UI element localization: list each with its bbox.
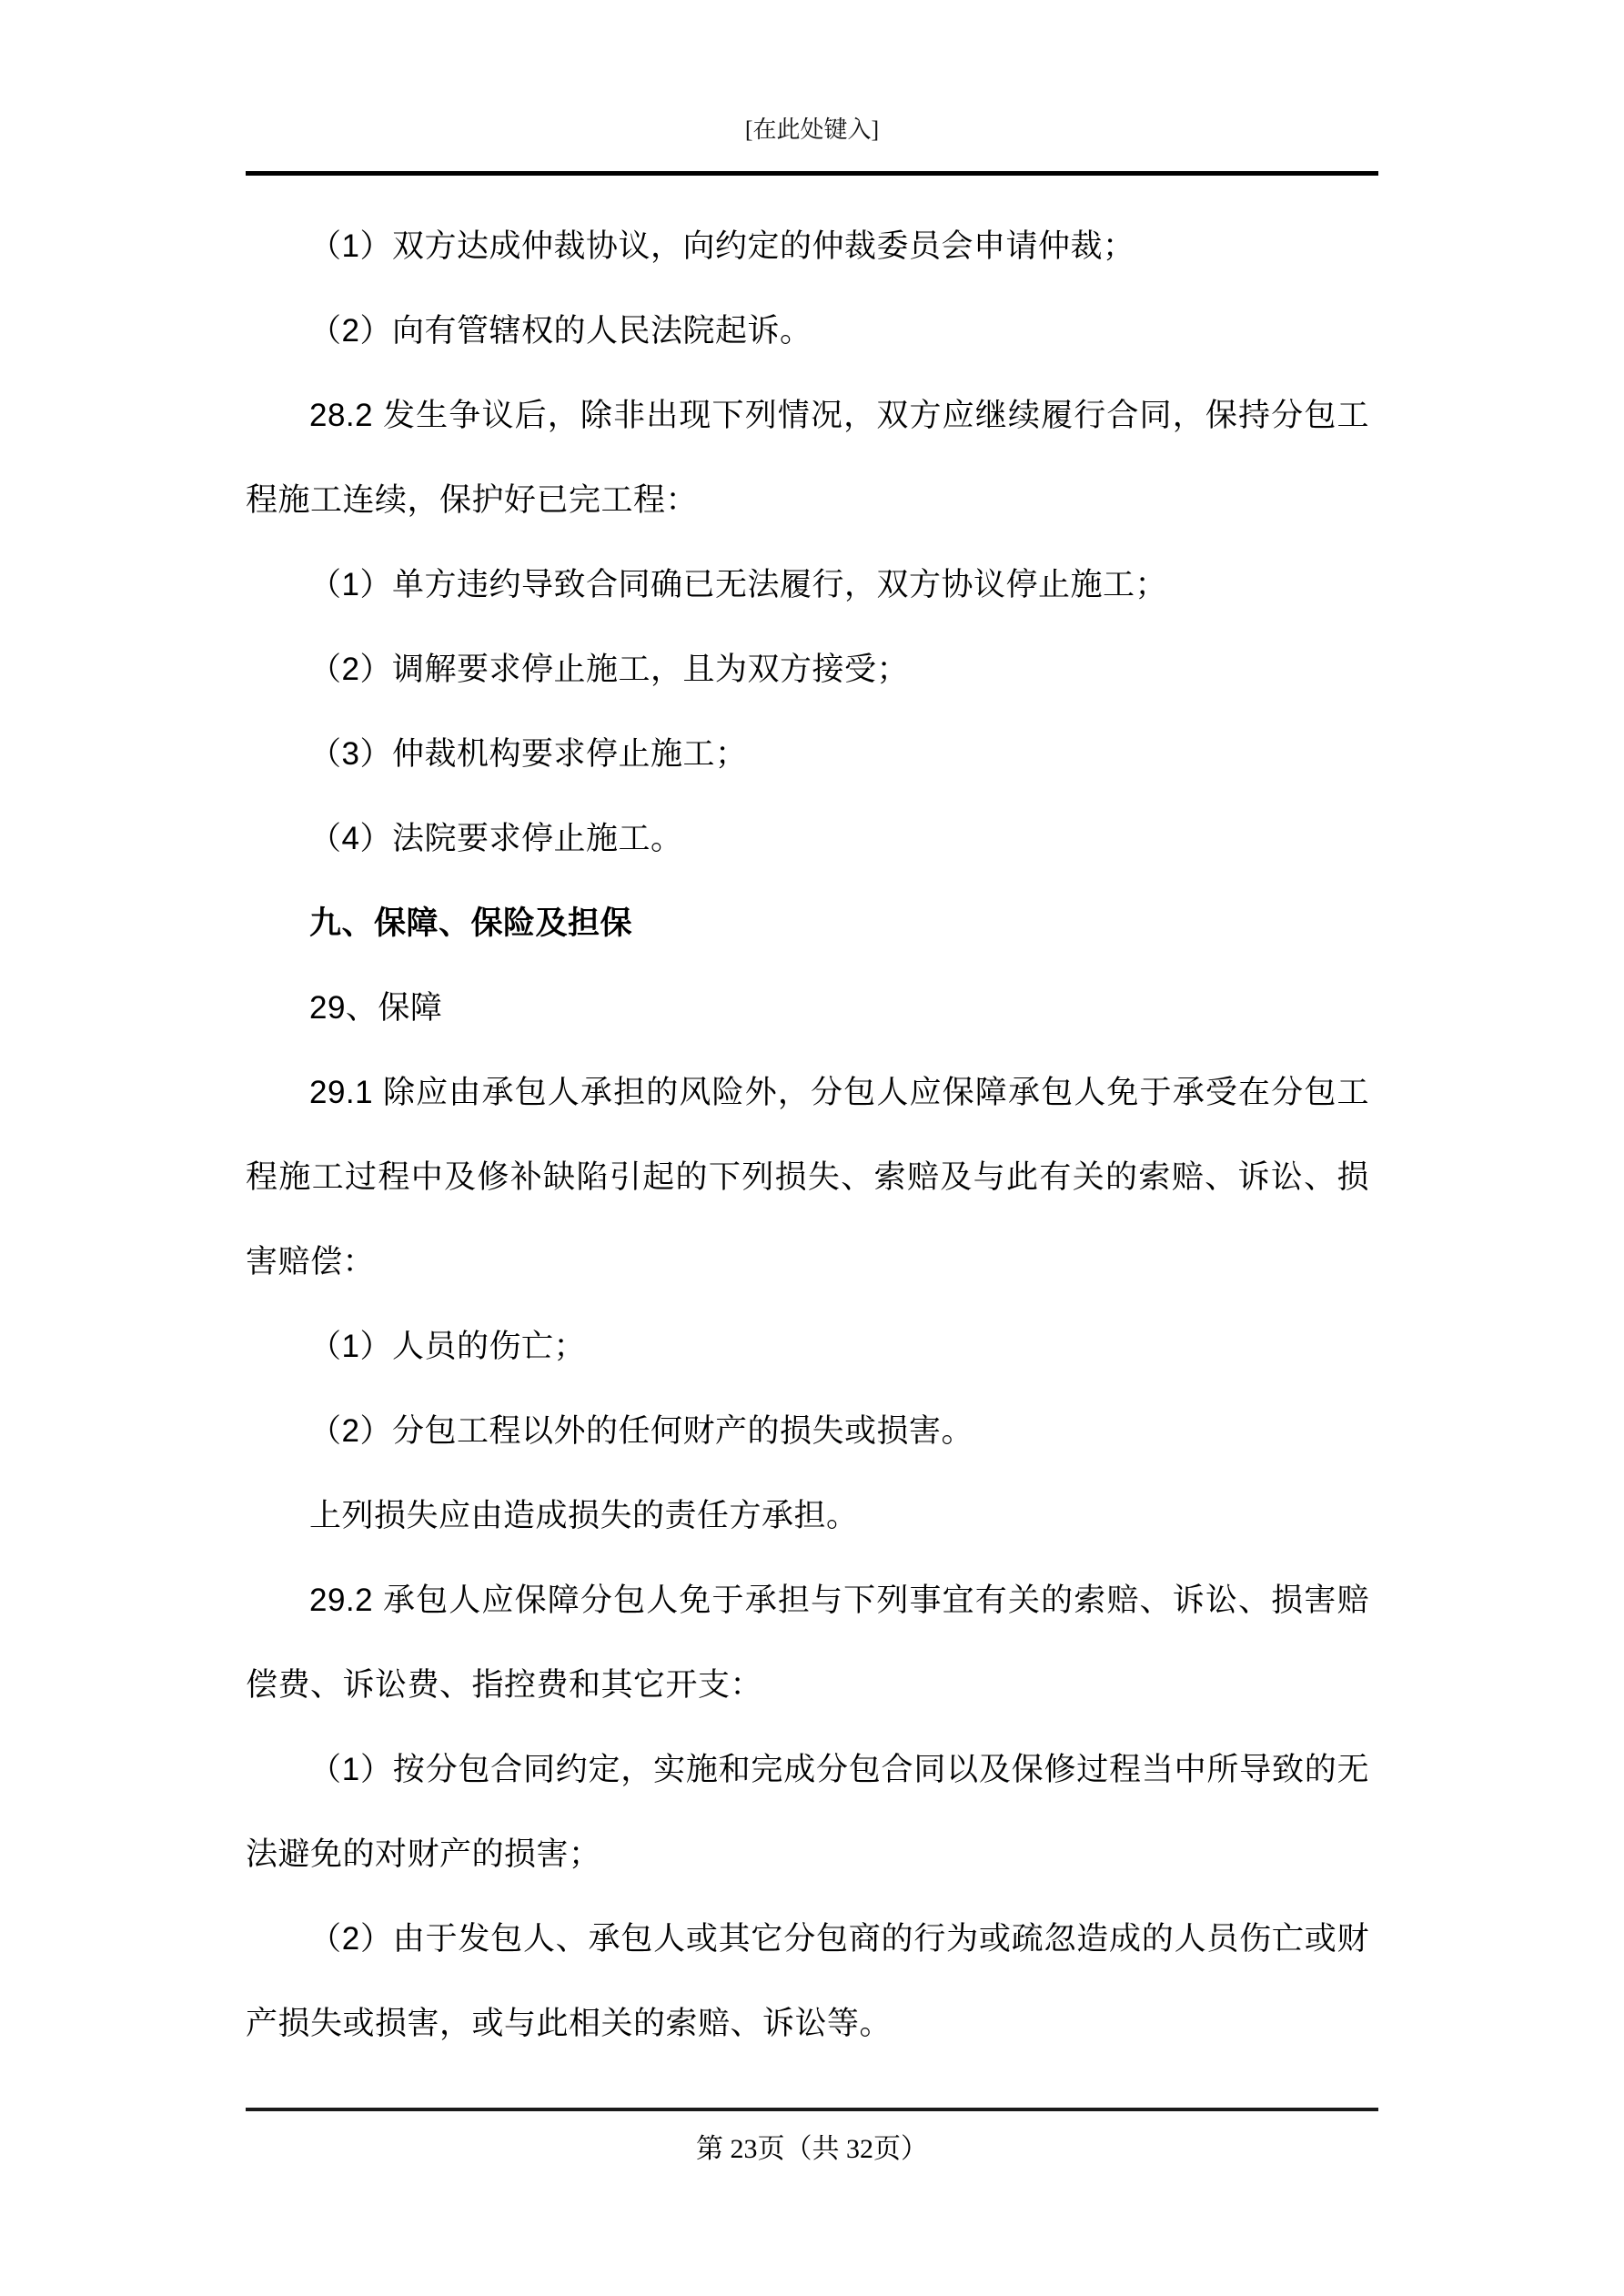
- paragraph-item-1-unavoidable-damage: （1）按分包合同约定，实施和完成分包合同以及保修过程当中所导致的无法避免的对财产的损害；: [246, 1752, 1369, 1872]
- paragraph-liability-note: 上列损失应由造成损失的责任方承担。: [309, 1498, 859, 1533]
- paragraph-item-2-property-loss: （2）分包工程以外的任何财产的损失或损害。: [309, 1413, 973, 1449]
- paragraph-clause-29-title: 29、保障: [309, 990, 443, 1026]
- paragraph-item-2-negligence-damage: （2）由于发包人、承包人或其它分包商的行为或疏忽造成的人员伤亡或财产损失或损害，或与此相关的索赔、诉讼等。: [246, 1921, 1369, 2041]
- header-typing-placeholder: [在此处键入]: [744, 116, 880, 143]
- header-divider-line: [246, 171, 1378, 176]
- paragraph-item-1-breach: （1）单方违约导致合同确已无法履行，双方协议停止施工；: [309, 567, 1167, 602]
- footer-divider-line: [246, 2108, 1378, 2111]
- paragraph-item-2-mediation: （2）调解要求停止施工，且为双方接受；: [309, 652, 909, 687]
- paragraph-clause-29-2: 29.2 承包人应保障分包人免于承担与下列事宜有关的索赔、诉讼、损害赔偿费、诉讼费、指控费和其它开支：: [246, 1583, 1369, 1703]
- paragraph-item-1-casualty: （1）人员的伤亡；: [309, 1329, 586, 1364]
- paragraph-court-option-2: （2）向有管辖权的人民法院起诉。: [309, 313, 812, 349]
- paragraph-clause-29-1: 29.1 除应由承包人承担的风险外，分包人应保障承包人免于承受在分包工程施工过程中及修补缺陷引起的下列损失、索赔及与此有关的索赔、诉讼、损害赔偿：: [246, 1075, 1369, 1279]
- document-body: [246, 204, 1369, 2066]
- section-heading-chapter-9: 九、保障、保险及担保: [309, 905, 633, 941]
- paragraph-clause-28-2: 28.2 发生争议后，除非出现下列情况，双方应继续履行合同，保持分包工程施工连续，保护好已完工程：: [246, 398, 1369, 518]
- paragraph-item-4-court-order: （4）法院要求停止施工。: [309, 821, 683, 856]
- paragraph-item-3-arbitration-body: （3）仲裁机构要求停止施工；: [309, 736, 748, 772]
- footer-page-number: 第 23页（共 32页）: [696, 2134, 928, 2164]
- paragraph-arbitration-option-1: （1）双方达成仲裁协议，向约定的仲裁委员会申请仲裁；: [309, 228, 1135, 264]
